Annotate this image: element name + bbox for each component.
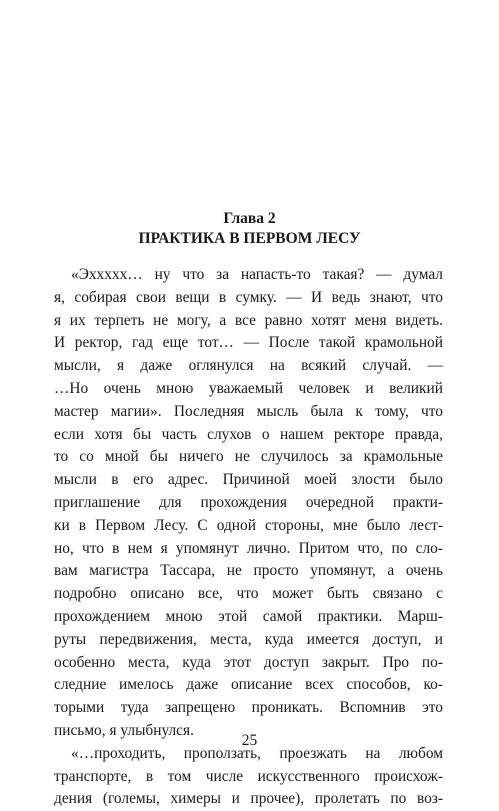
chapter-body-text [54, 264, 443, 811]
text-line: «…проходить, проползать, проезжать на любом [71, 744, 443, 762]
text-line: если хотя бы часть слухов о нашем ректоре правда, [54, 425, 443, 443]
text-line: торыми туда запрещено проникать. Вспомнив это [54, 699, 443, 717]
page-number: 25 [241, 732, 258, 749]
text-line: вам магистра Тассара, не просто упомянут, а очень [54, 562, 443, 580]
text-line: транспорте, в том числе искусственного происхож- [54, 767, 443, 785]
text-line: мастер магии». Последняя мысль была к тому, что [54, 402, 443, 420]
text-line: И ректор, гад еще тот… — После такой крамольной [54, 334, 443, 352]
text-line: ки в Первом Лесу. С одной стороны, мне было лест- [54, 516, 443, 534]
text-line: …Но очень мною уважаемый человек и великий [54, 379, 443, 397]
text-line: но, что в нем я упомянут лично. Притом что, по сло- [54, 539, 443, 557]
text-line: следние имелось даже описание всех способов, ко- [54, 676, 443, 694]
chapter-title: ПРАКТИКА В ПЕРВОМ ЛЕСУ [138, 230, 361, 247]
text-line: то со мной бы ничего не случилось за крамольные [54, 448, 443, 466]
text-line: «Эхххxx… ну что за напасть-то такая? — думал [71, 266, 443, 283]
text-line: приглашение для прохождения очередной практи- [54, 493, 443, 511]
text-line: я, собирая свои вещи в сумку. — И ведь знают, что [54, 288, 443, 306]
text-line: руты передвижения, места, куда имеется доступ, и [54, 630, 443, 648]
text-line: письмо, я улыбнулся. [54, 721, 194, 739]
text-line: мысли, я даже оглянулся на всякий случай. — [54, 357, 443, 375]
text-line: подробно описано все, что может быть связано с [54, 585, 443, 603]
text-line: прохождением мною этой самой практики. Марш- [54, 607, 443, 625]
text-line: мысли в его адрес. Причиной моей злости было [54, 471, 443, 489]
text-line: особенно места, куда этот доступ закрыт. Про по- [54, 653, 443, 671]
chapter-number: Глава 2 [223, 210, 276, 227]
text-line: я их терпеть не могу, а все равно хотят меня видеть. [54, 311, 443, 329]
text-line: дения (големы, химеры и прочее), пролетать по воз- [54, 790, 443, 808]
